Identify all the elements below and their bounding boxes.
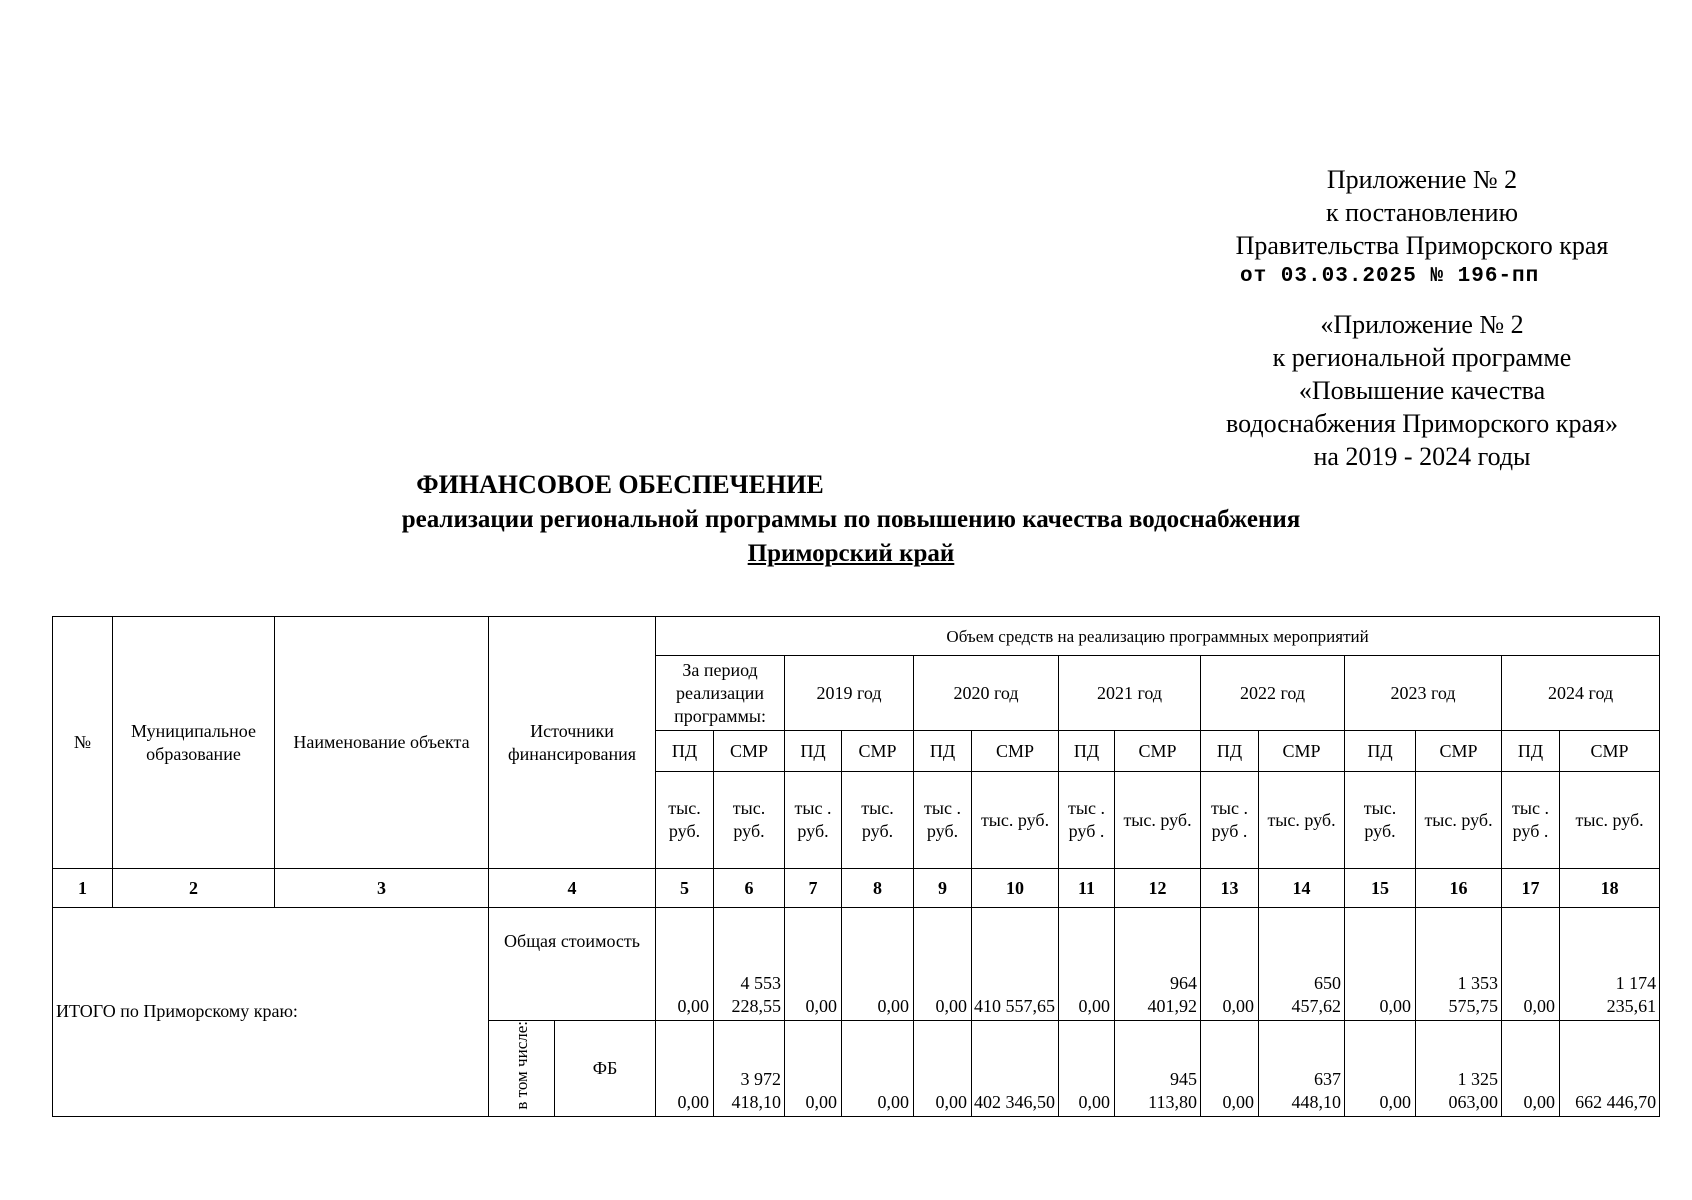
total-cell: 964 401,92	[1115, 908, 1201, 1021]
header-municipality: Муниципальное образование	[113, 617, 275, 869]
header-volume: Объем средств на реализацию программных мероприятий	[656, 617, 1660, 656]
table-row-total	[53, 908, 1660, 1021]
fb-cell: 662 446,70	[1560, 1021, 1660, 1117]
header-smr: СМР	[1259, 731, 1345, 772]
header-year-2021: 2021 год	[1059, 656, 1201, 731]
column-number: 10	[972, 869, 1059, 908]
total-cell: 0,00	[656, 908, 714, 1021]
header-pd: ПД	[656, 731, 714, 772]
unit-cell: тыс. руб.	[1416, 772, 1502, 869]
unit-cell: тыс . руб .	[1201, 772, 1259, 869]
header-year-2023: 2023 год	[1345, 656, 1502, 731]
including-label-cell	[489, 1021, 555, 1117]
unit-cell: тыс . руб .	[1059, 772, 1115, 869]
column-number: 11	[1059, 869, 1115, 908]
column-number: 9	[914, 869, 972, 908]
column-number: 13	[1201, 869, 1259, 908]
total-cell: 0,00	[1059, 908, 1115, 1021]
total-cell: 1 174 235,61	[1560, 908, 1660, 1021]
appendix-line-1: Приложение № 2	[1326, 165, 1518, 194]
document-subtitle: реализации региональной программы по повышению качества водоснабжения	[401, 506, 1301, 533]
total-cell: 1 353 575,75	[1416, 908, 1502, 1021]
fb-cell: 637 448,10	[1259, 1021, 1345, 1117]
header-object: Наименование объекта	[275, 617, 489, 869]
unit-cell: тыс. руб.	[1345, 772, 1416, 869]
fb-cell: 0,00	[1201, 1021, 1259, 1117]
fb-cell: 0,00	[785, 1021, 842, 1117]
appendix-line-3: Правительства Приморского края	[1235, 231, 1609, 260]
region-title: Приморский край	[747, 540, 955, 567]
unit-cell: тыс. руб.	[1259, 772, 1345, 869]
total-cell: 4 553 228,55	[714, 908, 785, 1021]
including-label: в том числе:	[512, 1021, 531, 1110]
unit-cell: тыс. руб.	[972, 772, 1059, 869]
program-ref-line-3: «Повышение качества	[1298, 376, 1546, 405]
column-number: 14	[1259, 869, 1345, 908]
header-pd: ПД	[1345, 731, 1416, 772]
header-row-top	[53, 617, 1660, 656]
total-cell: 0,00	[1345, 908, 1416, 1021]
column-number: 4	[489, 869, 656, 908]
column-number: 17	[1502, 869, 1560, 908]
fb-cell: 0,00	[1502, 1021, 1560, 1117]
header-smr: СМР	[842, 731, 914, 772]
program-reference-block	[1202, 308, 1642, 473]
header-smr: СМР	[1416, 731, 1502, 772]
column-number: 6	[714, 869, 785, 908]
financing-table	[52, 616, 1660, 1117]
unit-cell: тыс . руб.	[914, 772, 972, 869]
total-cell: 0,00	[785, 908, 842, 1021]
unit-cell: тыс . руб.	[785, 772, 842, 869]
column-number: 12	[1115, 869, 1201, 908]
fb-cell: 0,00	[914, 1021, 972, 1117]
program-ref-line-2: к региональной программе	[1272, 343, 1572, 372]
header-year-2020: 2020 год	[914, 656, 1059, 731]
fb-label: ФБ	[555, 1021, 656, 1117]
total-cell: 0,00	[842, 908, 914, 1021]
unit-cell: тыс. руб.	[1560, 772, 1660, 869]
header-year-2022: 2022 год	[1201, 656, 1345, 731]
appendix-line-2: к постановлению	[1325, 198, 1519, 227]
total-cell: 410 557,65	[972, 908, 1059, 1021]
header-pd: ПД	[1502, 731, 1560, 772]
fb-cell: 945 113,80	[1115, 1021, 1201, 1117]
column-number: 5	[656, 869, 714, 908]
program-ref-line-4: водоснабжения Приморского края»	[1226, 409, 1618, 438]
column-number-row	[53, 869, 1660, 908]
header-pd: ПД	[1059, 731, 1115, 772]
header-sources: Источники финансирования	[489, 617, 656, 869]
total-label: ИТОГО по Приморскому краю:	[53, 908, 489, 1117]
column-number: 18	[1560, 869, 1660, 908]
total-cell: 650 457,62	[1259, 908, 1345, 1021]
header-smr: СМР	[972, 731, 1059, 772]
column-number: 16	[1416, 869, 1502, 908]
appendix-block	[1212, 163, 1632, 292]
total-cell: 0,00	[1502, 908, 1560, 1021]
total-cell: 0,00	[914, 908, 972, 1021]
fb-cell: 402 346,50	[972, 1021, 1059, 1117]
column-number: 1	[53, 869, 113, 908]
fb-cell: 0,00	[842, 1021, 914, 1117]
unit-cell: тыс. руб.	[656, 772, 714, 869]
header-smr: СМР	[1115, 731, 1201, 772]
column-number: 2	[113, 869, 275, 908]
fb-cell: 3 972 418,10	[714, 1021, 785, 1117]
column-number: 3	[275, 869, 489, 908]
fb-cell: 0,00	[1345, 1021, 1416, 1117]
header-smr: СМР	[714, 731, 785, 772]
fb-cell: 0,00	[656, 1021, 714, 1117]
unit-cell: тыс. руб.	[842, 772, 914, 869]
fb-cell: 0,00	[1059, 1021, 1115, 1117]
header-pd: ПД	[785, 731, 842, 772]
header-year-2024: 2024 год	[1502, 656, 1660, 731]
column-number: 7	[785, 869, 842, 908]
decree-stamp: от 03.03.2025 № 196-пп	[1240, 265, 1540, 288]
header-pd: ПД	[1201, 731, 1259, 772]
unit-cell: тыс. руб.	[1115, 772, 1201, 869]
header-period: За период реализации программы:	[656, 656, 785, 731]
column-number: 15	[1345, 869, 1416, 908]
header-smr: СМР	[1560, 731, 1660, 772]
fb-cell: 1 325 063,00	[1416, 1021, 1502, 1117]
program-ref-line-1: «Приложение № 2	[1320, 310, 1524, 339]
column-number: 8	[842, 869, 914, 908]
header-year-2019: 2019 год	[785, 656, 914, 731]
document-title: ФИНАНСОВОЕ ОБЕСПЕЧЕНИЕ	[416, 470, 824, 499]
header-pd: ПД	[914, 731, 972, 772]
total-cell: 0,00	[1201, 908, 1259, 1021]
unit-cell: тыс. руб.	[714, 772, 785, 869]
header-no: №	[53, 617, 113, 869]
unit-cell: тыс . руб .	[1502, 772, 1560, 869]
total-cost-label: Общая стоимость	[489, 908, 656, 1021]
program-ref-line-5: на 2019 - 2024 годы	[1313, 442, 1531, 471]
